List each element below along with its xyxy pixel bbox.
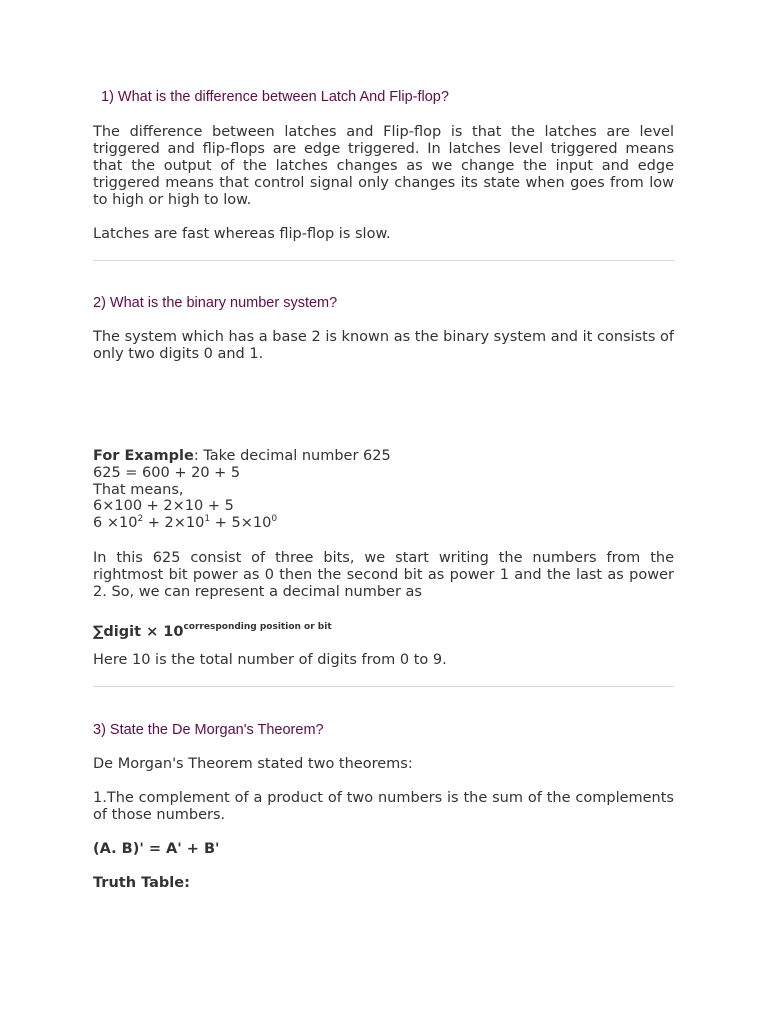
question-1-heading: 1) What is the difference between Latch And Flip-flop? [101, 89, 449, 105]
example-line-2: That means, [93, 482, 184, 498]
example-label: For Example [93, 448, 194, 464]
example-intro [93, 448, 674, 465]
example-text: : Take decimal number 625 [193, 448, 391, 464]
power-exponent-1: 2 [137, 514, 144, 524]
question-2-explanation: In this 625 consist of three bits, we start writing the numbers from the rightmost bit power as 0 then the second bit as power 1 and the last as power 2. So, we can represent a decimal number as [93, 550, 674, 600]
power-term-2: + 2×10 [143, 515, 205, 531]
section-divider [93, 260, 674, 261]
truth-table-label: Truth Table: [93, 875, 190, 891]
section-divider [93, 686, 674, 687]
question-2-heading: 2) What is the binary number system? [93, 295, 338, 311]
question-1-summary: Latches are fast whereas flip-flop is slow. [93, 226, 391, 242]
sum-formula-base: ∑digit × 10 [93, 624, 184, 640]
power-term-1: 6 ×10 [93, 515, 138, 531]
question-2-note: Here 10 is the total number of digits from 0 to 9. [93, 652, 447, 668]
question-3-heading: 3) State the De Morgan's Theorem? [93, 722, 324, 738]
question-3-intro: De Morgan's Theorem stated two theorems: [93, 756, 413, 772]
theorem-1-statement: 1.The complement of a product of two numbers is the sum of the complements of those numbers. [93, 790, 674, 823]
theorem-1-equation: (A. B)' = A' + B' [93, 841, 220, 857]
example-line-1: 625 = 600 + 20 + 5 [93, 465, 241, 481]
power-exponent-3: 0 [271, 514, 278, 524]
sum-formula-exponent: corresponding position or bit [183, 622, 332, 632]
power-exponent-2: 1 [204, 514, 211, 524]
question-2-answer-paragraph: The system which has a base 2 is known as the binary system and it consists of only two digits 0 and 1. [93, 329, 674, 362]
example-line-4 [93, 515, 674, 532]
example-line-3: 6×100 + 2×10 + 5 [93, 498, 234, 514]
question-1-answer-paragraph: The difference between latches and Flip-flop is that the latches are level triggered and flip-flops are edge triggered. In latches level triggered means that the output of the latches changes as we change the input and edge triggered means that control signal only changes its state when goes from low to high or high to low. [93, 124, 674, 208]
sum-formula [93, 619, 674, 641]
power-term-3: + 5×10 [210, 515, 272, 531]
